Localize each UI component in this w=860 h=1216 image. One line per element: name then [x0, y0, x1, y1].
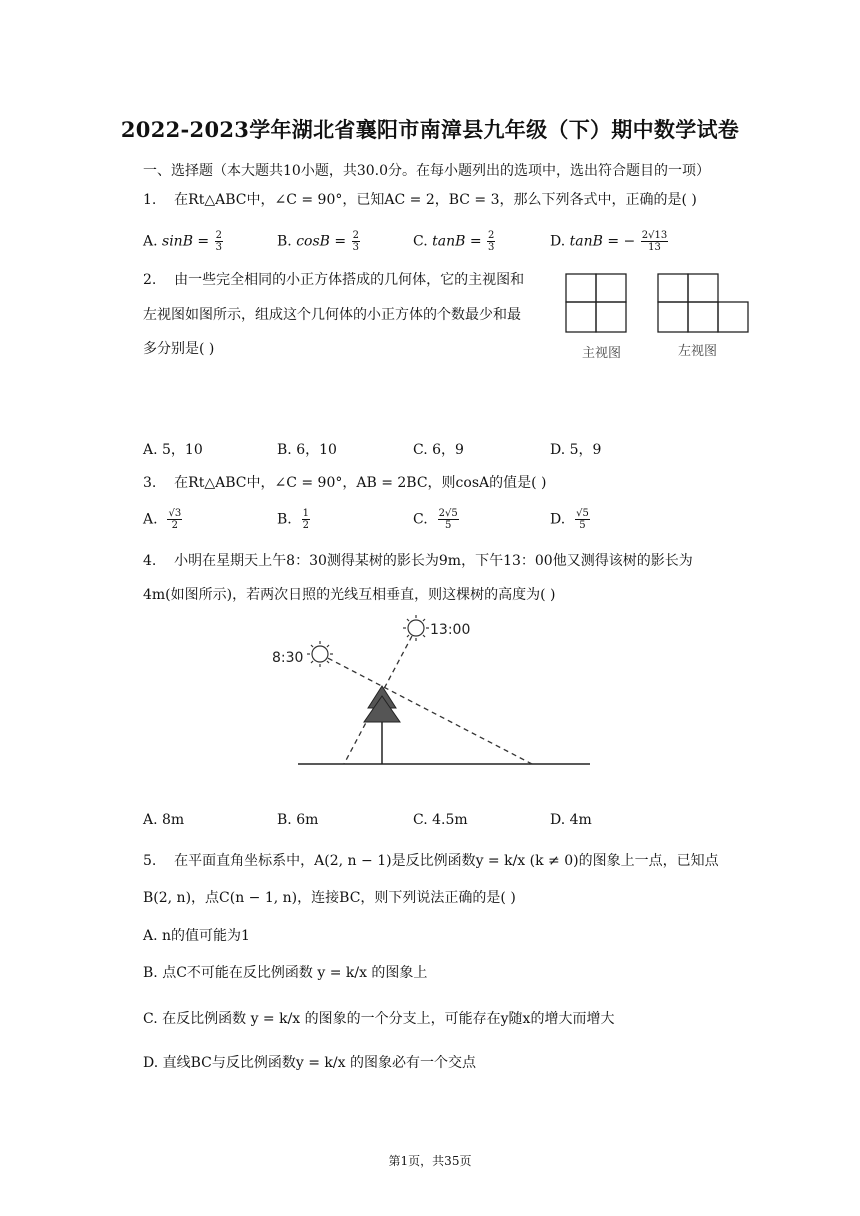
three-view-figure [560, 268, 760, 368]
question-4-line-2: 4m(如图所示)，若两次日照的光线互相垂直，则这棵树的高度为( ) [143, 587, 556, 603]
q2-option-c[interactable]: C. 6，9 [413, 442, 464, 458]
question-3 [143, 473, 547, 493]
q4-option-d[interactable]: D. 4m [550, 812, 592, 828]
question-2-line-1: 2. 由一些完全相同的小正方体搭成的几何体，它的主视图和 [143, 272, 525, 288]
q4-option-a[interactable]: A. 8m [143, 812, 185, 828]
q2-option-a[interactable]: A. 5，10 [143, 442, 203, 458]
q3-number: 3. [143, 475, 157, 491]
q3-option-a[interactable]: A. $\frac{√3}{2}$ [143, 508, 182, 531]
left-view-label: 左视图 [678, 344, 718, 359]
page-footer: 第1页，共35页 [388, 1154, 472, 1168]
q3-option-c[interactable]: C. $\frac{2√5}{5}$ [413, 508, 458, 531]
question-5-line-1: 5. 在平面直角坐标系中，A(2, n − 1)是反比例函数y = k/x (k ≠ 0)的图象上一点，已知点 [143, 853, 719, 869]
time-label-1300: 13:00 [430, 622, 471, 638]
front-view-grid [566, 274, 626, 332]
q1-text: 在Rt△ABC中，∠C = 90°，已知AC = 2，BC = 3，那么下列各式中，正确的是( ) [174, 192, 697, 208]
q3-option-d[interactable]: D. $\frac{√5}{5}$ [550, 508, 589, 531]
question-5-line-2: B(2, n)，点C(n − 1, n)，连接BC，则下列说法正确的是( ) [143, 890, 516, 906]
q4-number: 4. [143, 553, 157, 569]
sunray-830 [320, 654, 532, 764]
q4-option-c[interactable]: C. 4.5m [413, 812, 468, 828]
q5-number: 5. [143, 853, 157, 869]
q3-option-b[interactable]: B. $\frac{1}{2}$ [277, 508, 310, 531]
q4-option-b[interactable]: B. 6m [277, 812, 319, 828]
tree-bottom [364, 696, 400, 722]
q2-option-d[interactable]: D. 5，9 [550, 442, 602, 458]
q5-option-a[interactable]: A. n的值可能为1 [143, 928, 250, 944]
section-heading: 一、选择题（本大题共10小题，共30.0分。在每小题列出的选项中，选出符合题目的一项） [143, 163, 710, 179]
sun-icon-830 [307, 641, 333, 667]
q2-number: 2. [143, 272, 157, 288]
q1-number: 1. [143, 192, 157, 208]
q1-option-b[interactable]: B. cosB = $\frac{2}{3}$ [277, 230, 359, 253]
front-view-label: 主视图 [582, 346, 622, 361]
q5-option-c[interactable]: C. 在反比例函数 y = k/x 的图象的一个分支上，可能存在y随x的增大而增大 [143, 1011, 615, 1027]
page-title: 2022-2023学年湖北省襄阳市南漳县九年级（下）期中数学试卷 [120, 117, 740, 142]
tree-shadow-figure [260, 612, 600, 772]
time-label-830: 8:30 [272, 650, 304, 666]
sun-icon-1300 [403, 615, 429, 641]
q1-option-d[interactable]: D. tanB = − $\frac{2√13}{13}$ [550, 230, 668, 253]
question-2-line-3: 多分别是( ) [143, 341, 215, 357]
q1-option-c[interactable]: C. tanB = $\frac{2}{3}$ [413, 230, 495, 253]
question-4-line-1: 4. 小明在星期天上午8：30测得某树的影长为9m，下午13：00他又测得该树的影长为 [143, 553, 693, 569]
question-2-line-2: 左视图如图所示，组成这个几何体的小正方体的个数最少和最 [143, 307, 521, 323]
q1-option-a[interactable]: A. sinB = $\frac{2}{3}$ [143, 230, 222, 253]
q3-text: 在Rt△ABC中，∠C = 90°，AB = 2BC，则cosA的值是( ) [174, 475, 547, 491]
question-1 [143, 190, 697, 210]
q5-option-d[interactable]: D. 直线BC与反比例函数y = k/x 的图象必有一个交点 [143, 1055, 476, 1071]
left-view-grid [658, 274, 748, 332]
q2-option-b[interactable]: B. 6，10 [277, 442, 337, 458]
q5-option-b[interactable]: B. 点C不可能在反比例函数 y = k/x 的图象上 [143, 965, 428, 981]
